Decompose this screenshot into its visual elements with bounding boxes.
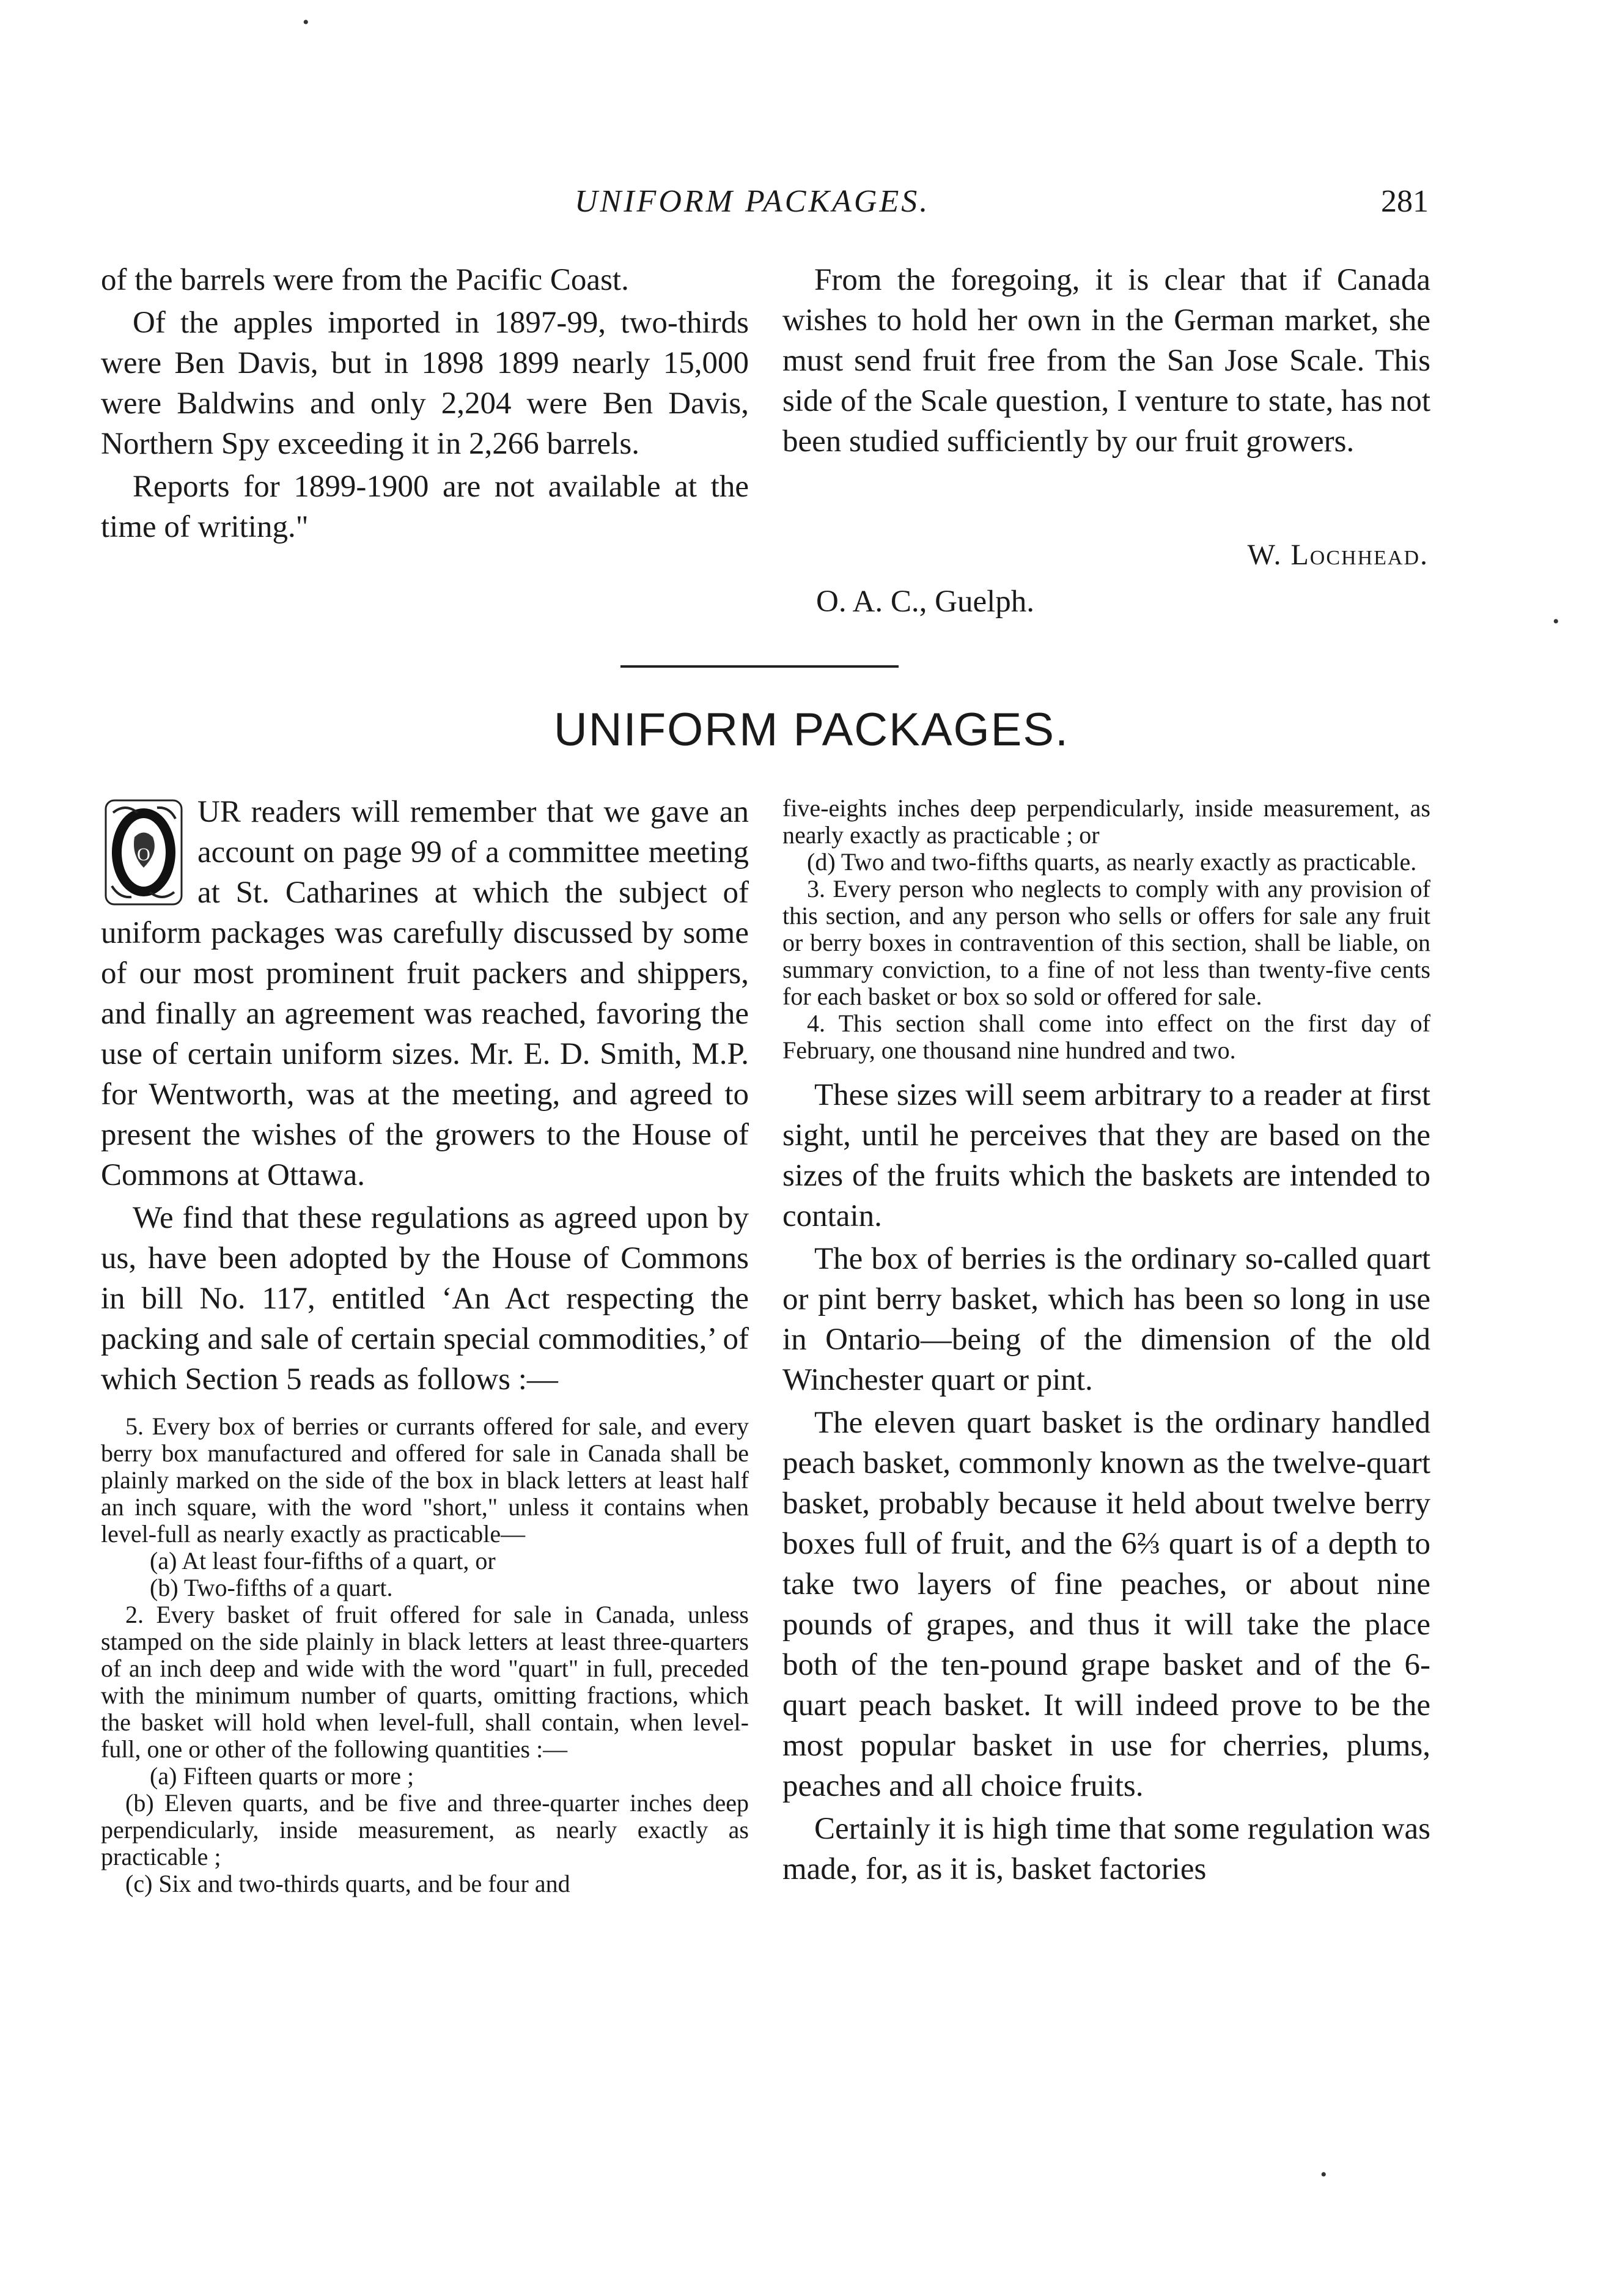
statute-clause: (b) Eleven quarts, and be five and three-quarter inches deep perpendicularly, inside measurement, as nearly exactly as practicable ; bbox=[101, 1789, 749, 1870]
print-speck: • bbox=[1320, 2165, 1327, 2185]
top-left-column bbox=[101, 260, 749, 550]
paragraph: of the barrels were from the Pacific Coast. bbox=[101, 263, 629, 297]
paragraph: We find that these regulations as agreed upon by us, have been adopted by the House of Commons in bill No. 117, entitled ‘An Act respecting the packing and sale of certain special commodities,’ of which Section 5 reads as follows :— bbox=[101, 1201, 749, 1397]
statute-clause: (b) Two-fifths of a quart. bbox=[150, 1574, 393, 1601]
statute-clause: 3. Every person who neglects to comply with any provision of this section, and any person who sells or offers for sale any fruit or berry boxes in contravention of this section, shall be liable, on summary conviction, to a fine of not less than twenty-five cents for each basket or box so sold or offered for sale. bbox=[782, 875, 1430, 1010]
statute-excerpt-continued bbox=[782, 795, 1430, 1064]
page-number: 281 bbox=[1381, 184, 1429, 219]
ornamental-dropcap-icon bbox=[101, 794, 186, 910]
statute-clause: 2. Every basket of fruit offered for sale in Canada, unless stamped on the side plainly in black letters at least three-quarters of an inch deep and wide with the word "quart" in full, preceded with the minimum number of quarts, omitting fractions, which the basket will hold when level-full, shall contain, when level-full, one or other of the following quantities :— bbox=[101, 1601, 749, 1763]
running-title: UNIFORM PACKAGES. bbox=[575, 184, 930, 219]
statute-clause: 4. This section shall come into effect on the first day of February, one thousand nine hundred and two. bbox=[782, 1010, 1430, 1064]
intro-block bbox=[101, 792, 749, 1195]
statute-clause: 5. Every box of berries or currants offered for sale, and every berry box manufactured and offered for sale in Canada shall be plainly marked on the side of the box in black letters at least half an inch square, with the word "short," unless it contains when level-full as nearly exactly as practicable— bbox=[101, 1412, 749, 1548]
statute-excerpt bbox=[101, 1413, 749, 1897]
statute-clause: (d) Two and two-fifths quarts, as nearly exactly as practicable. bbox=[807, 848, 1417, 876]
statute-clause: (a) At least four-fifths of a quart, or bbox=[150, 1547, 496, 1574]
top-right-column bbox=[782, 260, 1430, 464]
statute-clause: (c) Six and two-thirds quarts, and be four and bbox=[125, 1870, 570, 1897]
section-title: UNIFORM PACKAGES. bbox=[553, 704, 1070, 756]
statute-clause: five-eights inches deep perpendicularly, inside measurement, as nearly exactly as practicable ; or bbox=[782, 794, 1430, 849]
paragraph: UR readers will remember that we gave an account on page 99 of a committee meeting at St. Catharines at which the subject of uniform packages was carefully discussed by some of our most prominent fruit packers and shippers, and finally an agreement was reached, favoring the use of certain uniform sizes. Mr. E. D. Smith, M.P. for Wentworth, was at the meeting, and agreed to present the wishes of the growers to the House of Commons at Ottawa. bbox=[101, 795, 749, 1192]
section-divider bbox=[620, 665, 899, 668]
paragraph: Of the apples imported in 1897-99, two-thirds were Ben Davis, but in 1898 1899 nearly 15,000 were Baldwins and only 2,204 were Ben Davis, Northern Spy exceeding it in 2,266 barrels. bbox=[101, 306, 749, 461]
print-speck: • bbox=[1553, 611, 1559, 632]
paragraph: From the foregoing, it is clear that if Canada wishes to hold her own in the German market, she must send fruit free from the San Jose Scale. This side of the Scale question, I venture to state, has not been studied sufficiently by our fruit growers. bbox=[782, 263, 1430, 459]
paragraph: Certainly it is high time that some regulation was made, for, as it is, basket factories bbox=[782, 1812, 1430, 1886]
author-signature: W. Lochhead. bbox=[1247, 539, 1429, 571]
author-affiliation: O. A. C., Guelph. bbox=[816, 585, 1034, 619]
statute-clause: (a) Fifteen quarts or more ; bbox=[150, 1762, 414, 1790]
paragraph: The eleven quart basket is the ordinary handled peach basket, commonly known as the twelve-quart basket, probably because it held about twelve berry boxes full of fruit, and the 6⅔ quart is of a depth to take two layers of fine peaches, or about nine pounds of grapes, and thus it will take the place both of the ten-pound grape basket and of the 6-quart peach basket. It will indeed prove to be the most popular basket in use for cherries, plums, peaches and all choice fruits. bbox=[782, 1406, 1430, 1803]
page-header bbox=[0, 183, 1623, 232]
svg-text:O: O bbox=[137, 844, 150, 865]
paragraph: The box of berries is the ordinary so-called quart or pint berry basket, which has been so long in use in Ontario—being of the dimension of the old Winchester quart or pint. bbox=[782, 1242, 1430, 1397]
paragraph: These sizes will seem arbitrary to a reader at first sight, until he perceives that they are based on the sizes of the fruits which the baskets are intended to contain. bbox=[782, 1078, 1430, 1233]
paragraph: Reports for 1899-1900 are not available at the time of writing." bbox=[101, 470, 749, 544]
print-speck: • bbox=[303, 12, 309, 32]
bottom-right-column bbox=[782, 795, 1430, 1892]
bottom-left-column bbox=[101, 792, 749, 1900]
